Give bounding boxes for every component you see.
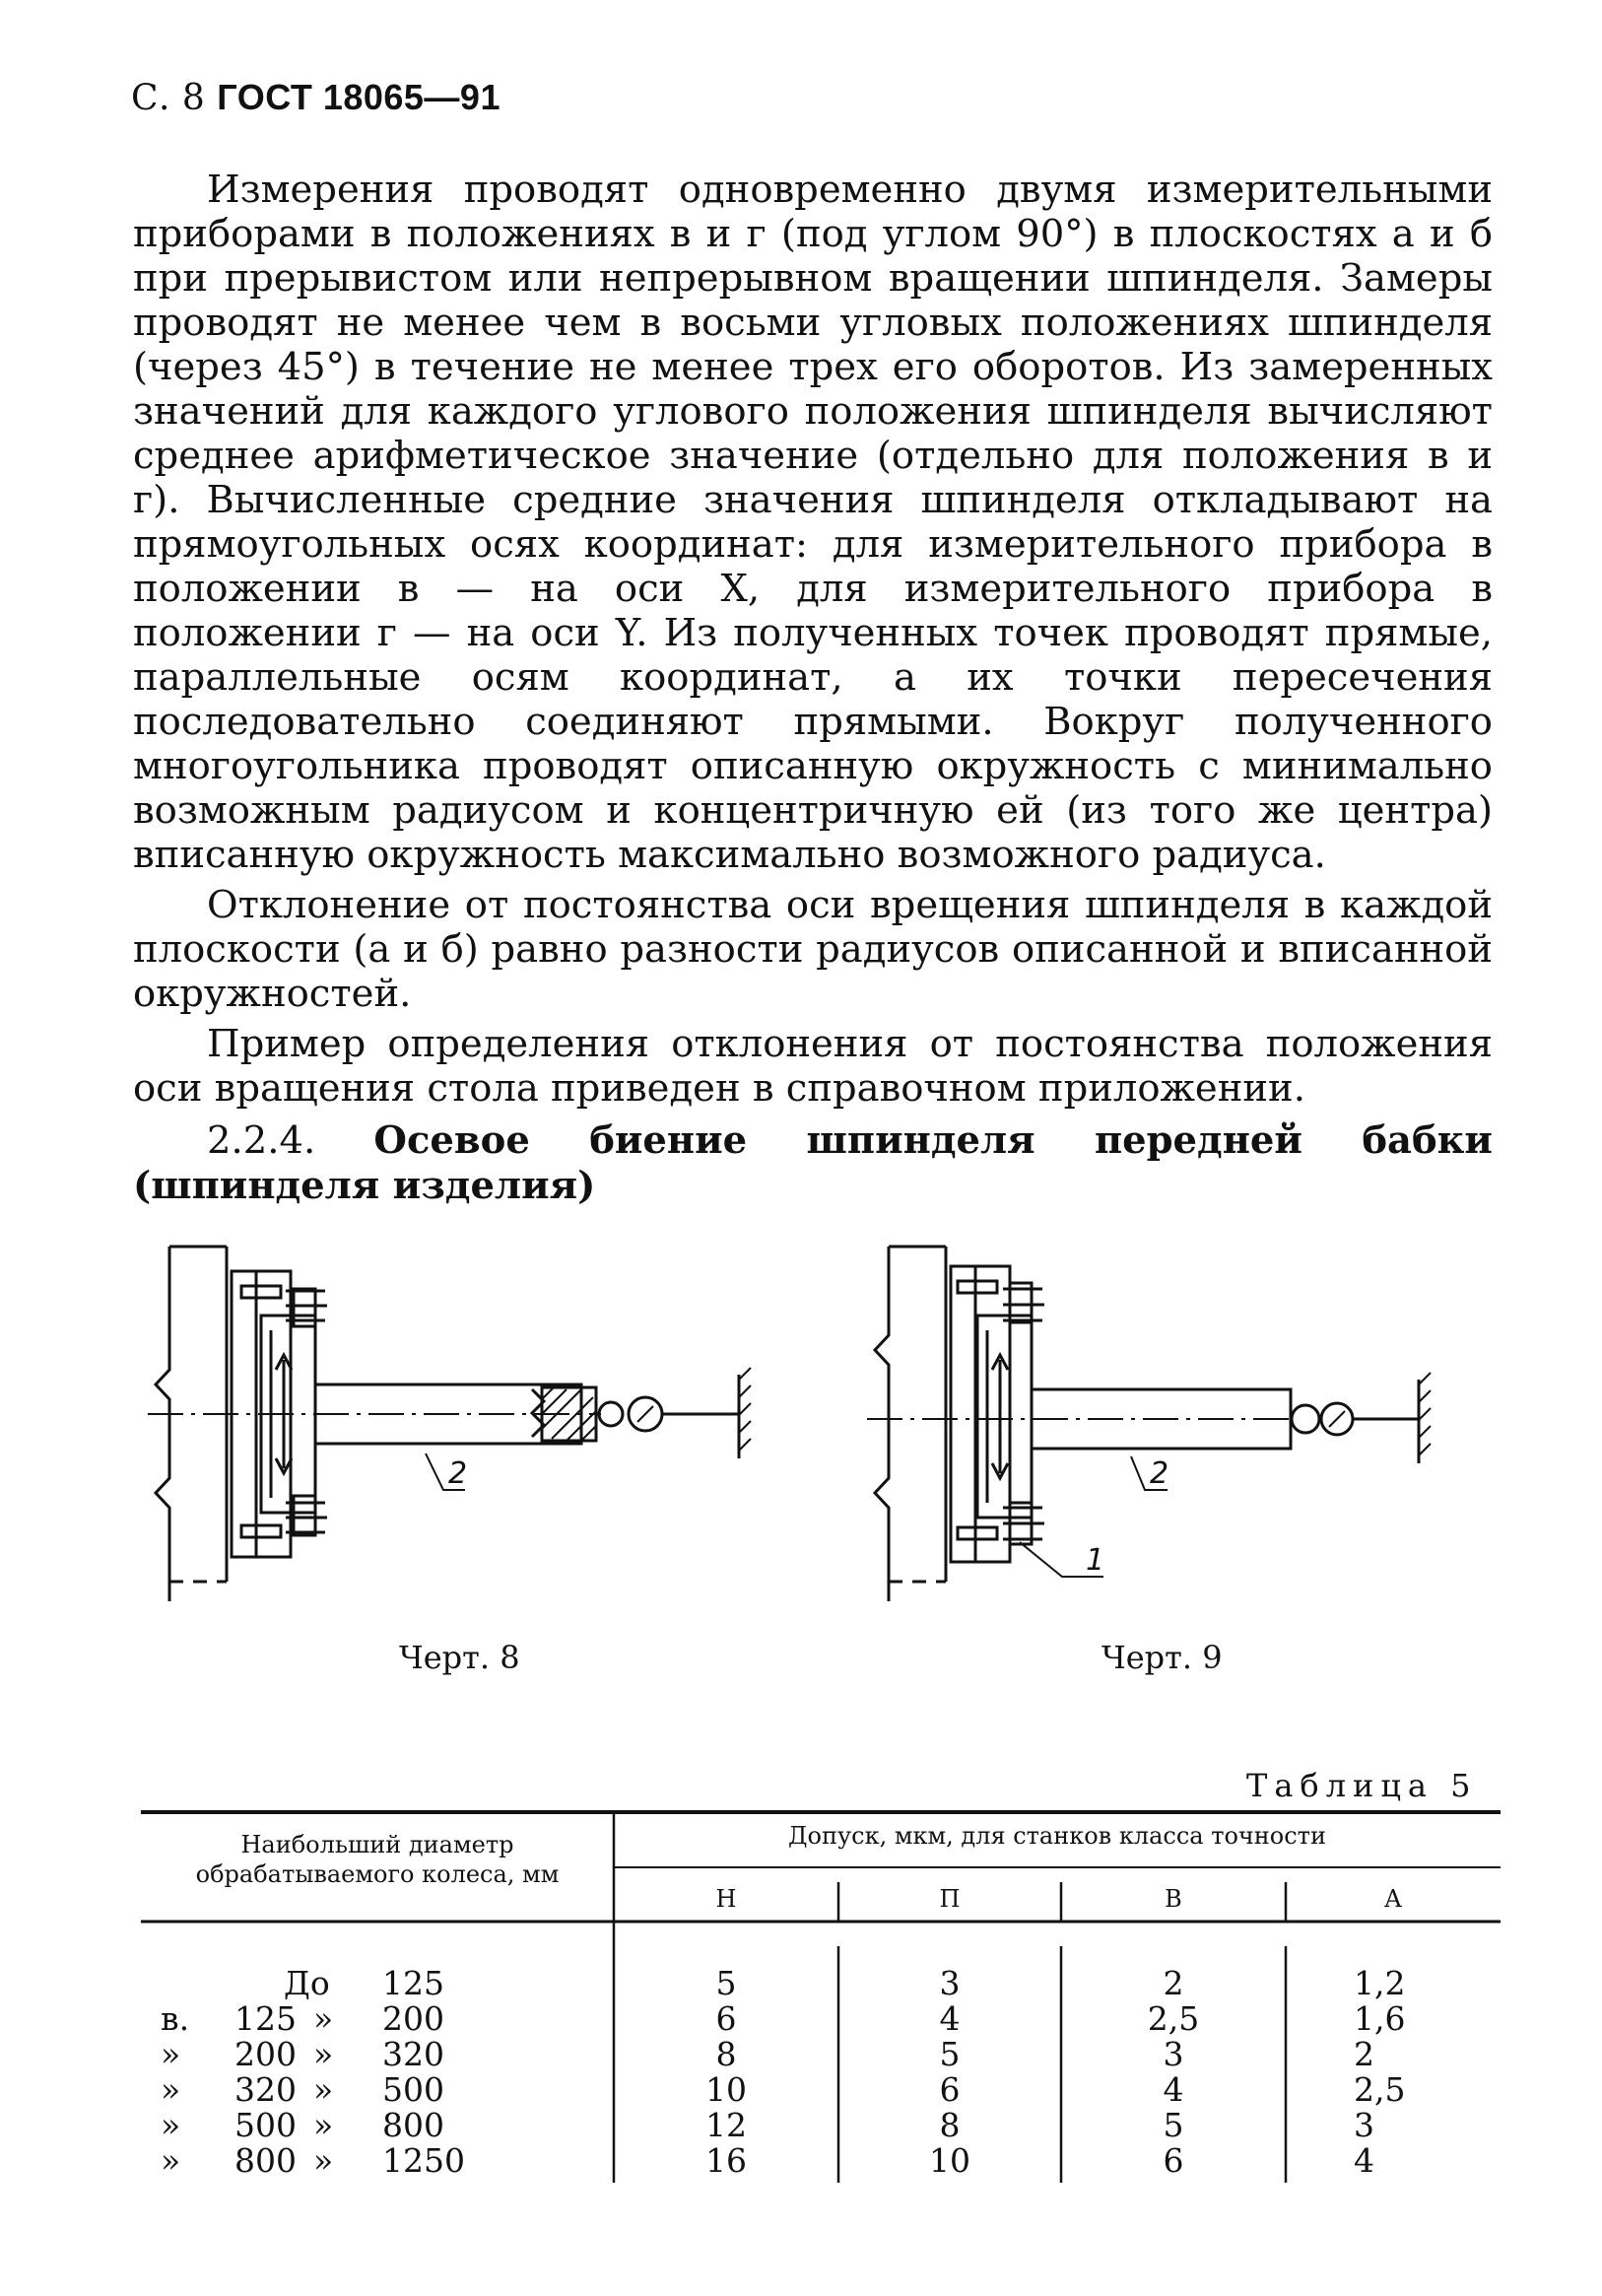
- cell-tolerance: 12: [705, 2106, 747, 2144]
- row-range-to: 800: [382, 2106, 444, 2144]
- header-class-v: В: [1165, 1885, 1182, 1913]
- row-separator: »: [313, 2141, 334, 2180]
- row-prefix: »: [161, 2070, 181, 2109]
- figure-8-caption: Черт. 8: [399, 1639, 520, 1676]
- row-range-from: 125: [234, 1999, 297, 2038]
- row-prefix: »: [161, 2106, 181, 2144]
- section-heading: [133, 1118, 1493, 1209]
- row-range-from: 320: [234, 2070, 297, 2109]
- cell-tolerance: 3: [1354, 2106, 1374, 2144]
- figure-8-label-2: 2: [448, 1456, 468, 1491]
- row-range-to: 320: [382, 2035, 444, 2073]
- document-id: ГОСТ 18065—91: [217, 77, 501, 117]
- row-prefix: »: [161, 2035, 181, 2073]
- cell-tolerance: 4: [939, 1999, 961, 2038]
- row-range-to: 500: [382, 2070, 444, 2109]
- cell-tolerance: 2: [1354, 2035, 1374, 2073]
- cell-tolerance: 4: [1163, 2070, 1184, 2109]
- row-range-from: 800: [234, 2141, 297, 2180]
- row-prefix: »: [161, 2141, 181, 2180]
- row-separator: »: [313, 1999, 334, 2038]
- figure-9: [867, 1232, 1478, 1616]
- row-separator: »: [313, 2070, 334, 2109]
- cell-tolerance: 4: [1354, 2141, 1374, 2180]
- cell-tolerance: 2,5: [1147, 1999, 1200, 2038]
- row-range-from: До: [284, 1964, 330, 2002]
- row-range-to: 1250: [382, 2141, 465, 2180]
- header-class-p: П: [939, 1885, 961, 1913]
- header-class-a: А: [1383, 1885, 1403, 1913]
- figure-8: [148, 1232, 788, 1606]
- cell-tolerance: 6: [939, 2070, 961, 2109]
- cell-tolerance: 5: [939, 2035, 961, 2073]
- cell-tolerance: 8: [715, 2035, 737, 2073]
- row-range-from: 200: [234, 2035, 297, 2073]
- figure-9-label-2: 2: [1150, 1456, 1169, 1491]
- row-range-to: 200: [382, 1999, 444, 2038]
- row-separator: »: [313, 2035, 334, 2073]
- figure-9-drawing: [867, 1232, 1478, 1616]
- cell-tolerance: 1,2: [1354, 1964, 1406, 2002]
- cell-tolerance: 10: [705, 2070, 747, 2109]
- cell-tolerance: 16: [705, 2141, 747, 2180]
- page-header: [131, 77, 501, 118]
- paragraph-deviation: Отклонение от постоянства оси врещения шпинделя в каждой плоскости (а и б) равно разности радиусов описанной и вписанной окружностей.: [133, 883, 1493, 1016]
- row-separator: »: [313, 2106, 334, 2144]
- paragraph-measurement: Измерения проводят одновременно двумя измерительными приборами в положениях в и г (под углом 90°) в плоскостях а и б при прерывистом или непрерывном вращении шпинделя. Замеры проводят не менее чем в восьми угловых положениях шпинделя (через 45°) в течение не менее трех его оборотов. Из замеренных значений для каждого углового положения шпинделя вычисляют среднее арифметическое значение (отдельно для положения в и г). Вычисленные средние значения шпинделя откладывают на прямоугольных осях координат: для измерительного прибора в положении в — на оси X, для измерительного прибора в положении г — на оси Y. Из полученных точек проводят прямые, параллельные осям координат, а их точки пересечения последовательно соединяют прямыми. Вокруг полученного многоугольника проводят описанную окружность с минимально возможным радиусом и концентричную ей (из того же центра) вписанную окружность максимально возможного радиуса.: [133, 168, 1493, 877]
- section-title: Осевое биение шпинделя передней бабки (шпинделя изделия): [133, 1118, 1493, 1208]
- header-tolerance-group: Допуск, мкм, для станков класса точности: [788, 1822, 1326, 1850]
- cell-tolerance: 6: [715, 1999, 737, 2038]
- row-range-from: 500: [234, 2106, 297, 2144]
- body-text: [133, 168, 1493, 1111]
- cell-tolerance: 2: [1163, 1964, 1184, 2002]
- cell-tolerance: 3: [1163, 2035, 1184, 2073]
- cell-tolerance: 3: [939, 1964, 961, 2002]
- cell-tolerance: 1,6: [1354, 1999, 1406, 2038]
- table-label: Таблица 5: [1246, 1767, 1478, 1804]
- section-number: 2.2.4.: [207, 1118, 316, 1163]
- cell-tolerance: 6: [1163, 2141, 1184, 2180]
- header-diameter: Наибольший диаметр обрабатываемого колеса, мм: [195, 1831, 560, 1888]
- cell-tolerance: 5: [715, 1964, 737, 2002]
- figure-8-drawing: [148, 1232, 788, 1606]
- table-5: [141, 1808, 1501, 2183]
- paragraph-example: Пример определения отклонения от постоянства положения оси вращения стола приведен в справочном приложении.: [133, 1022, 1493, 1111]
- figure-9-label-1: 1: [1086, 1543, 1105, 1578]
- cell-tolerance: 8: [939, 2106, 961, 2144]
- row-prefix: в.: [161, 1999, 190, 2038]
- figure-9-caption: Черт. 9: [1101, 1639, 1223, 1676]
- header-class-n: Н: [715, 1885, 737, 1913]
- cell-tolerance: 10: [929, 2141, 970, 2180]
- cell-tolerance: 5: [1163, 2106, 1184, 2144]
- cell-tolerance: 2,5: [1354, 2070, 1406, 2109]
- row-range-to: 125: [382, 1964, 444, 2002]
- page-number: С. 8: [131, 78, 206, 118]
